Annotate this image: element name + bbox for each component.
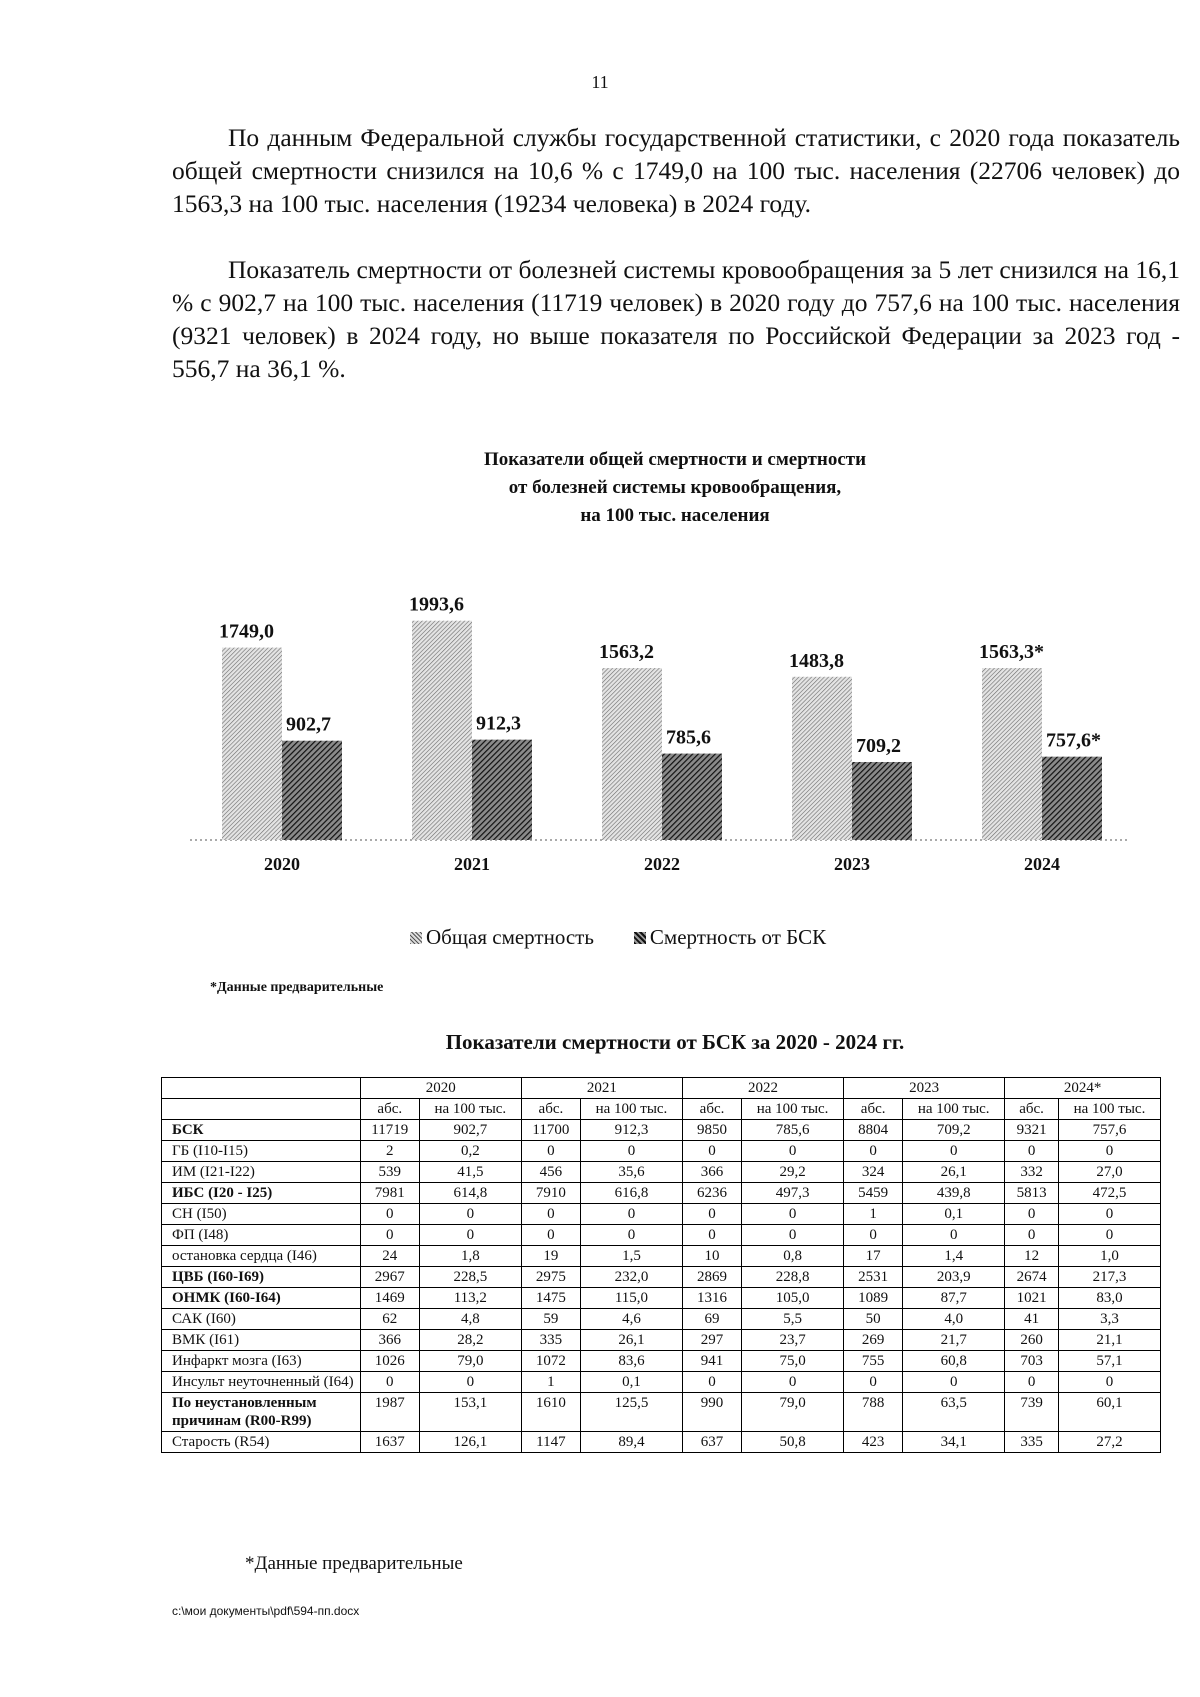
legend-label: Общая смертность [426, 925, 594, 949]
bar-bsk-2024 [1042, 757, 1102, 840]
bar-total-2020 [222, 648, 282, 840]
table-cell: 4,8 [419, 1309, 521, 1330]
table-cell: 2967 [360, 1267, 419, 1288]
table-cell: 2975 [521, 1267, 580, 1288]
page-number: 11 [591, 72, 609, 92]
table-cell: 27,2 [1058, 1432, 1160, 1453]
table-cell: 0 [742, 1141, 844, 1162]
table-subheader: абс. [844, 1099, 903, 1120]
table-cell: 497,3 [742, 1183, 844, 1204]
table-cell: 0 [682, 1372, 741, 1393]
table-row [162, 1330, 1161, 1351]
table-cell: 41 [1005, 1309, 1059, 1330]
bsk-mortality-table [161, 1077, 1161, 1453]
table-row [162, 1246, 1161, 1267]
table-cell: 0 [1058, 1141, 1160, 1162]
table-cell: 616,8 [580, 1183, 682, 1204]
table-cell: 902,7 [419, 1120, 521, 1141]
bar-value-label: 785,6 [666, 726, 711, 749]
table-cell: 50,8 [742, 1432, 844, 1453]
bar-value-label: 902,7 [286, 713, 331, 736]
table-cell: 0,2 [419, 1141, 521, 1162]
paragraph-total-mortality: По данным Федеральной службы государственной статистики, с 2020 года показатель общей смертности снизился на 10,6 % с 1749,0 на 100 тыс. населения (22706 человек) до 1563,3 на 100 тыс. населения (19234 человека) в 2024 году. [172, 123, 1180, 218]
table-cell: 4,6 [580, 1309, 682, 1330]
table-cell: 115,0 [580, 1288, 682, 1309]
table-row-label: СН (I50) [162, 1204, 361, 1225]
table-subheader: на 100 тыс. [903, 1099, 1005, 1120]
table-cell: 7981 [360, 1183, 419, 1204]
table-header-years [162, 1078, 1161, 1099]
table-cell: 1089 [844, 1288, 903, 1309]
bar-bsk-2020 [282, 741, 342, 840]
table-year-header: 2020 [360, 1078, 521, 1099]
x-tick-label: 2022 [644, 854, 680, 874]
table-row [162, 1225, 1161, 1246]
table-subheader: на 100 тыс. [1058, 1099, 1160, 1120]
chart-title-line: Показатели общей смертности и смертности [483, 449, 867, 470]
table-row [162, 1120, 1161, 1141]
table-row [162, 1432, 1161, 1453]
table-cell: 5813 [1005, 1183, 1059, 1204]
table-cell: 1316 [682, 1288, 741, 1309]
table-corner [162, 1078, 361, 1099]
table-cell: 324 [844, 1162, 903, 1183]
mortality-bar-chart [190, 560, 1130, 890]
table-cell: 785,6 [742, 1120, 844, 1141]
table-cell: 0 [580, 1225, 682, 1246]
table-cell: 1026 [360, 1351, 419, 1372]
table-cell: 4,0 [903, 1309, 1005, 1330]
table-cell: 366 [682, 1162, 741, 1183]
table-cell: 21,7 [903, 1330, 1005, 1351]
chart-legend [410, 925, 826, 950]
chart-title-line: от болезней системы кровообращения, [508, 477, 842, 498]
table-cell: 21,1 [1058, 1330, 1160, 1351]
table-cell: 0 [419, 1372, 521, 1393]
table-cell: 0 [360, 1372, 419, 1393]
table-cell: 439,8 [903, 1183, 1005, 1204]
table-cell: 0 [1005, 1204, 1059, 1225]
table-row [162, 1309, 1161, 1330]
table-cell: 0 [1005, 1225, 1059, 1246]
table-row [162, 1393, 1161, 1432]
table-row-label: Инсульт неуточненный (I64) [162, 1372, 361, 1393]
bar-bsk-2022 [662, 754, 722, 840]
table-cell: 27,0 [1058, 1162, 1160, 1183]
bar-value-label: 1483,8 [789, 649, 844, 672]
table-cell: 2531 [844, 1267, 903, 1288]
table-cell: 423 [844, 1432, 903, 1453]
table-cell: 755 [844, 1351, 903, 1372]
table-cell: 232,0 [580, 1267, 682, 1288]
table-cell: 703 [1005, 1351, 1059, 1372]
table-cell: 614,8 [419, 1183, 521, 1204]
table-row-label: САК (I60) [162, 1309, 361, 1330]
table-row-label: остановка сердца (I46) [162, 1246, 361, 1267]
table-row [162, 1288, 1161, 1309]
table-cell: 990 [682, 1393, 741, 1432]
table-row [162, 1183, 1161, 1204]
table-cell: 50 [844, 1309, 903, 1330]
table-cell: 17 [844, 1246, 903, 1267]
table-cell: 0 [360, 1225, 419, 1246]
x-tick-label: 2020 [264, 854, 300, 874]
table-cell: 29,2 [742, 1162, 844, 1183]
table-cell: 83,6 [580, 1351, 682, 1372]
table-cell: 757,6 [1058, 1120, 1160, 1141]
table-cell: 472,5 [1058, 1183, 1160, 1204]
table-cell: 0 [360, 1204, 419, 1225]
table-cell: 153,1 [419, 1393, 521, 1432]
table-cell: 79,0 [419, 1351, 521, 1372]
table-cell: 0 [742, 1225, 844, 1246]
table-footnote: *Данные предварительные [245, 1553, 463, 1574]
table-subheader: абс. [360, 1099, 419, 1120]
table-cell: 9850 [682, 1120, 741, 1141]
table-cell: 203,9 [903, 1267, 1005, 1288]
table-cell: 57,1 [1058, 1351, 1160, 1372]
paragraph-bsk-mortality: Показатель смертности от болезней системы кровообращения за 5 лет снизился на 16,1 % с 902,7 на 100 тыс. населения (11719 человек) в 2020 году до 757,6 на 100 тыс. населения (9321 человек) в 2024 году, но выше показателя по Российской Федерации за 2023 год - 556,7 на 36,1 %. [172, 255, 1180, 383]
table-cell: 34,1 [903, 1432, 1005, 1453]
table-cell: 6236 [682, 1183, 741, 1204]
table-cell: 332 [1005, 1162, 1059, 1183]
table-cell: 228,5 [419, 1267, 521, 1288]
table-cell: 26,1 [903, 1162, 1005, 1183]
table-row-label: ИМ (I21-I22) [162, 1162, 361, 1183]
table-cell: 0 [903, 1225, 1005, 1246]
table-cell: 0 [742, 1204, 844, 1225]
table-cell: 1637 [360, 1432, 419, 1453]
bar-value-label: 1563,3* [979, 641, 1044, 664]
table-cell: 269 [844, 1330, 903, 1351]
table-cell: 1,5 [580, 1246, 682, 1267]
table-cell: 0 [1058, 1225, 1160, 1246]
table-cell: 26,1 [580, 1330, 682, 1351]
table-cell: 739 [1005, 1393, 1059, 1432]
bar-total-2023 [792, 677, 852, 840]
table-cell: 788 [844, 1393, 903, 1432]
table-cell: 1475 [521, 1288, 580, 1309]
table-cell: 941 [682, 1351, 741, 1372]
table-row-label: БСК [162, 1120, 361, 1141]
chart-title [0, 446, 1200, 530]
table-cell: 335 [521, 1330, 580, 1351]
bar-total-2021 [412, 621, 472, 840]
table-cell: 0 [419, 1225, 521, 1246]
chart-footnote: *Данные предварительные [210, 980, 384, 995]
table-cell: 1469 [360, 1288, 419, 1309]
table-cell: 0 [580, 1141, 682, 1162]
table-row [162, 1267, 1161, 1288]
table-subheader: абс. [682, 1099, 741, 1120]
legend-item-total [410, 925, 594, 950]
table-cell: 0 [682, 1204, 741, 1225]
table-cell: 83,0 [1058, 1288, 1160, 1309]
table-cell: 126,1 [419, 1432, 521, 1453]
table-cell: 0 [1005, 1372, 1059, 1393]
table-cell: 1,8 [419, 1246, 521, 1267]
table-row [162, 1351, 1161, 1372]
x-tick-label: 2021 [454, 854, 490, 874]
table-cell: 59 [521, 1309, 580, 1330]
table-cell: 9321 [1005, 1120, 1059, 1141]
table-cell: 0 [1005, 1141, 1059, 1162]
table-year-header: 2023 [844, 1078, 1005, 1099]
bar-total-2022 [602, 668, 662, 840]
table-cell: 0 [580, 1204, 682, 1225]
table-cell: 1987 [360, 1393, 419, 1432]
table-cell: 5,5 [742, 1309, 844, 1330]
table-cell: 0 [682, 1225, 741, 1246]
bar-bsk-2021 [472, 740, 532, 840]
table-cell: 28,2 [419, 1330, 521, 1351]
table-cell: 12 [1005, 1246, 1059, 1267]
table-cell: 5459 [844, 1183, 903, 1204]
x-tick-label: 2023 [834, 854, 870, 874]
table-cell: 0 [742, 1372, 844, 1393]
table-row-label: ОНМК (I60-I64) [162, 1288, 361, 1309]
table-cell: 0,8 [742, 1246, 844, 1267]
table-year-header: 2024* [1005, 1078, 1161, 1099]
table-row-label: ЦВБ (I60-I69) [162, 1267, 361, 1288]
table-cell: 228,8 [742, 1267, 844, 1288]
legend-swatch-total [410, 932, 422, 944]
table-cell: 3,3 [1058, 1309, 1160, 1330]
table-cell: 35,6 [580, 1162, 682, 1183]
table-cell: 1072 [521, 1351, 580, 1372]
table-row [162, 1204, 1161, 1225]
table-cell: 10 [682, 1246, 741, 1267]
bar-value-label: 912,3 [476, 712, 521, 735]
table-cell: 0 [1058, 1372, 1160, 1393]
table-cell: 0 [521, 1204, 580, 1225]
table-subheader: абс. [1005, 1099, 1059, 1120]
legend-label: Смертность от БСК [649, 925, 827, 949]
table-cell: 11719 [360, 1120, 419, 1141]
table-cell: 23,7 [742, 1330, 844, 1351]
bar-value-label: 1993,6 [409, 593, 464, 616]
table-cell: 1610 [521, 1393, 580, 1432]
table-cell: 105,0 [742, 1288, 844, 1309]
table-cell: 1 [521, 1372, 580, 1393]
bar-value-label: 757,6* [1046, 729, 1101, 752]
table-cell: 0 [521, 1141, 580, 1162]
table-cell: 62 [360, 1309, 419, 1330]
table-cell: 11700 [521, 1120, 580, 1141]
table-cell: 0,1 [903, 1204, 1005, 1225]
table-cell: 2674 [1005, 1267, 1059, 1288]
table-cell: 366 [360, 1330, 419, 1351]
table-cell: 0 [844, 1225, 903, 1246]
table-cell: 0 [682, 1141, 741, 1162]
legend-swatch-bsk [634, 932, 646, 944]
table-row [162, 1141, 1161, 1162]
table-cell: 1147 [521, 1432, 580, 1453]
table-cell: 912,3 [580, 1120, 682, 1141]
table-cell: 2869 [682, 1267, 741, 1288]
table-title: Показатели смертности от БСК за 2020 - 2024 гг. [445, 1030, 905, 1054]
table-cell: 7910 [521, 1183, 580, 1204]
table-cell: 0 [419, 1204, 521, 1225]
bar-total-2024 [982, 668, 1042, 840]
table-cell: 0 [903, 1141, 1005, 1162]
table-year-header: 2022 [682, 1078, 843, 1099]
table-cell: 8804 [844, 1120, 903, 1141]
table-row [162, 1372, 1161, 1393]
table-cell: 0 [903, 1372, 1005, 1393]
table-row-label: ФП (I48) [162, 1225, 361, 1246]
table-cell: 125,5 [580, 1393, 682, 1432]
table-cell: 113,2 [419, 1288, 521, 1309]
chart-title-line: на 100 тыс. населения [580, 505, 770, 526]
table-cell: 0 [844, 1372, 903, 1393]
table-cell: 60,1 [1058, 1393, 1160, 1432]
table-row [162, 1162, 1161, 1183]
table-cell: 709,2 [903, 1120, 1005, 1141]
table-subheader: на 100 тыс. [742, 1099, 844, 1120]
table-cell: 1,0 [1058, 1246, 1160, 1267]
table-row-label: Инфаркт мозга (I63) [162, 1351, 361, 1372]
table-cell: 19 [521, 1246, 580, 1267]
table-cell: 1021 [1005, 1288, 1059, 1309]
table-row-label: По неустановленным причинам (R00-R99) [162, 1393, 361, 1432]
table-cell: 2 [360, 1141, 419, 1162]
file-path: c:\мои документы\pdf\594-пп.docx [172, 1604, 360, 1618]
table-subheader: на 100 тыс. [419, 1099, 521, 1120]
table-cell: 637 [682, 1432, 741, 1453]
table-cell: 335 [1005, 1432, 1059, 1453]
bar-value-label: 709,2 [856, 734, 901, 757]
table-corner [162, 1099, 361, 1120]
table-subheader: на 100 тыс. [580, 1099, 682, 1120]
table-cell: 89,4 [580, 1432, 682, 1453]
table-cell: 0 [521, 1225, 580, 1246]
bar-bsk-2023 [852, 762, 912, 840]
table-cell: 69 [682, 1309, 741, 1330]
bar-value-label: 1749,0 [219, 620, 274, 643]
table-year-header: 2021 [521, 1078, 682, 1099]
table-cell: 0 [1058, 1204, 1160, 1225]
table-row-label: Старость (R54) [162, 1432, 361, 1453]
table-cell: 75,0 [742, 1351, 844, 1372]
table-cell: 24 [360, 1246, 419, 1267]
table-cell: 539 [360, 1162, 419, 1183]
table-cell: 79,0 [742, 1393, 844, 1432]
table-cell: 0 [844, 1141, 903, 1162]
table-row-label: ИБС (I20 - I25) [162, 1183, 361, 1204]
table-row-label: ГБ (I10-I15) [162, 1141, 361, 1162]
table-cell: 456 [521, 1162, 580, 1183]
table-cell: 297 [682, 1330, 741, 1351]
table-cell: 1 [844, 1204, 903, 1225]
table-cell: 260 [1005, 1330, 1059, 1351]
table-row-label: ВМК (I61) [162, 1330, 361, 1351]
bar-value-label: 1563,2 [599, 641, 654, 664]
table-cell: 1,4 [903, 1246, 1005, 1267]
table-cell: 63,5 [903, 1393, 1005, 1432]
table-cell: 41,5 [419, 1162, 521, 1183]
x-tick-label: 2024 [1024, 854, 1060, 874]
legend-item-bsk [634, 925, 826, 950]
table-cell: 217,3 [1058, 1267, 1160, 1288]
table-cell: 60,8 [903, 1351, 1005, 1372]
table-subheader: абс. [521, 1099, 580, 1120]
table-cell: 0,1 [580, 1372, 682, 1393]
table-header-units [162, 1099, 1161, 1120]
table-cell: 87,7 [903, 1288, 1005, 1309]
